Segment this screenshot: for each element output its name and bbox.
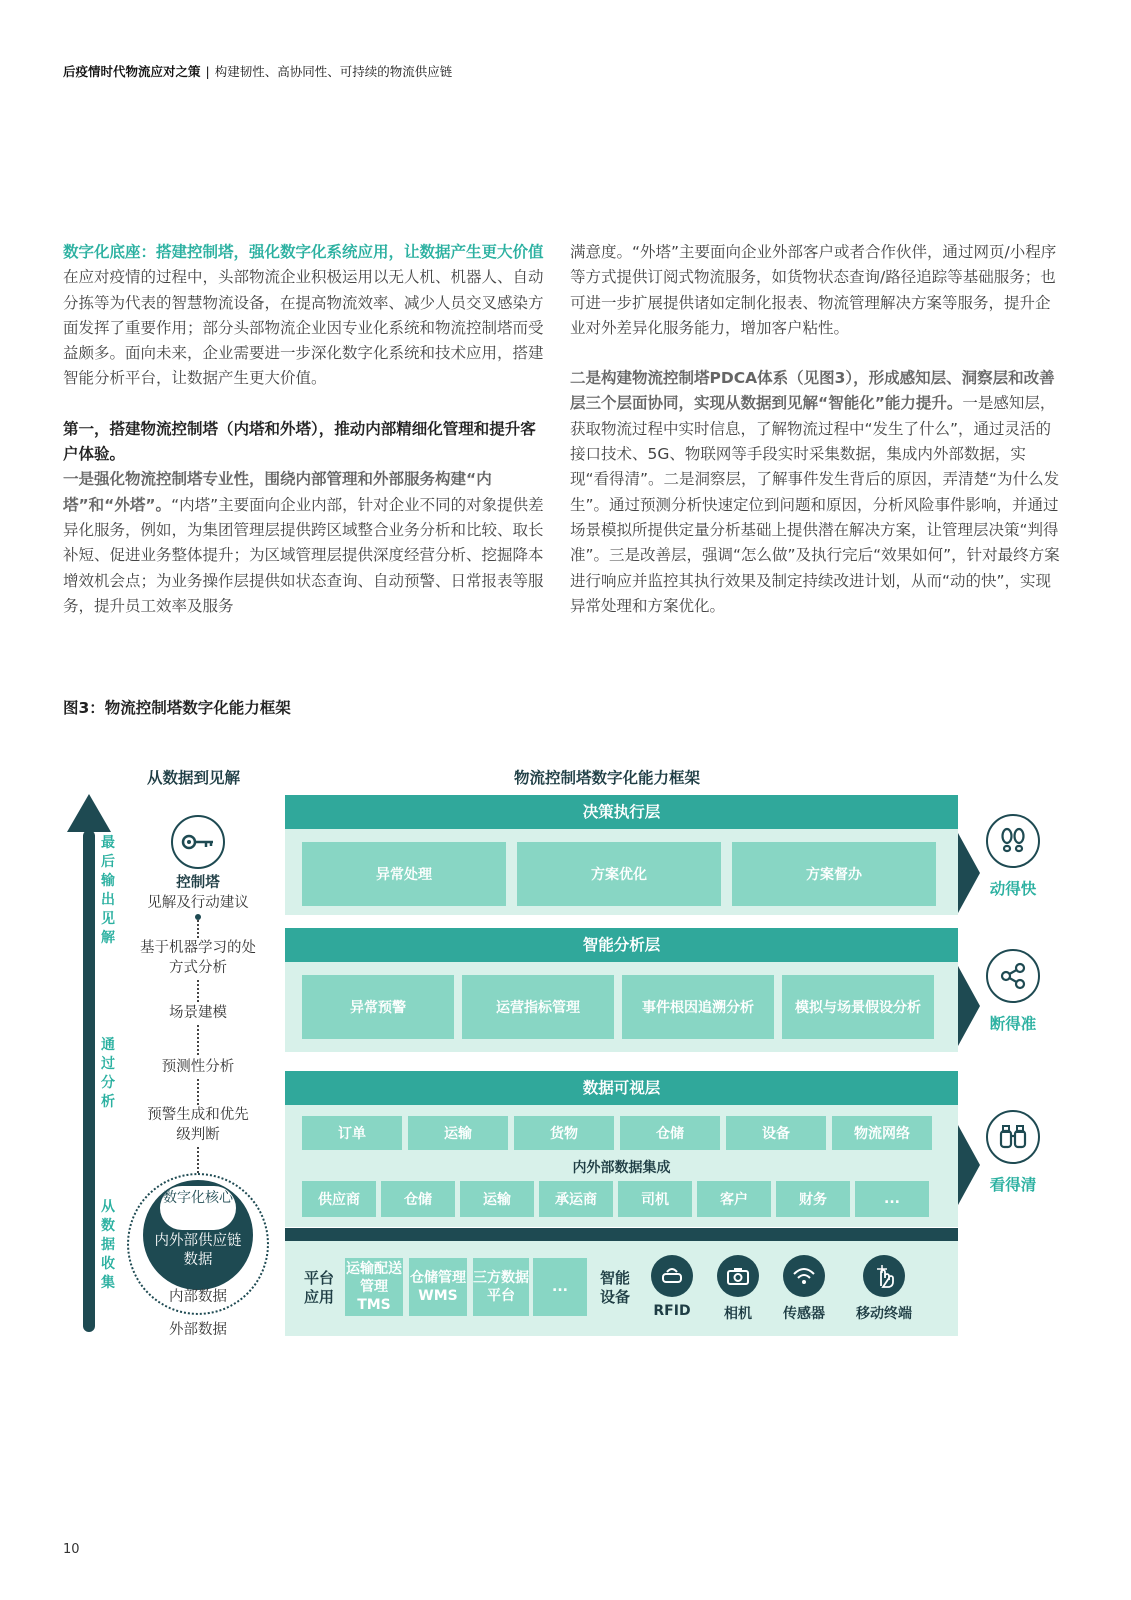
- right-para-2-text: 一是感知层，获取物流过程中实时信息，了解物流过程中“发生了什么”，通过灵活的接口技术、5G、物联网等手段实时采集数据，集成内外部数据，实现“看得清”。二是洞察层，了解事件发生背后的原因，弄清楚“为什么发生”。通过预测分析快速定位到问题和原因，分析风险事件影响，并通过场景模拟所提供定量分析基础上提供潜在解决方案，让管理层决策“判得准”。三是改善层，强调“怎么做”及执行完后“效果如何”，针对最终方案进行响应并监控其执行效果及制定持续改进计划，从而“动的快”，实现异常处理和方案优化。: [570, 394, 1060, 615]
- external-data-label: 外部数据: [169, 1322, 227, 1338]
- camera-icon: [717, 1255, 759, 1297]
- device-rfid: RFID: [653, 1303, 691, 1319]
- page-number: 10: [63, 1542, 80, 1557]
- box-plan-optimization: 方案优化: [517, 842, 721, 906]
- running-header: [63, 62, 452, 80]
- step-predictive: 预测性分析: [161, 1059, 235, 1075]
- left-sub-bold: 一是强化物流控制塔专业性，围绕内部管理和外部服务构建“内塔”和“外塔”。: [63, 470, 492, 514]
- figure-caption: 图3：物流控制塔数字化能力框架: [63, 699, 291, 717]
- left-para-2-text: “内塔”主要面向企业内部，针对企业不同的对象提供差异化服务，例如，为集团管理层提供跨区域整合业务分析和比较、取长补短、促进业务整体提升；为区域管理层提供深度经营分析、挖掘降本增效机会点；为业务操作层提供如状态查询、自动预警、日常报表等服务，提升员工效率及服务: [63, 495, 544, 615]
- tower-title: 控制塔: [176, 875, 220, 891]
- box-transport-2: 运输: [460, 1181, 534, 1217]
- layer-decision-title: 决策执行层: [285, 795, 958, 829]
- divider-bar: [285, 1228, 958, 1241]
- header-separator: |: [205, 64, 210, 79]
- box-customer: 客户: [697, 1181, 771, 1217]
- mobile-terminal-icon: [863, 1255, 905, 1297]
- platform-label: 平台应用: [303, 1269, 334, 1306]
- subheading-first: 第一，搭建物流控制塔（内塔和外塔），推动内部精细化管理和提升客户体验。: [63, 419, 536, 464]
- box-driver: 司机: [618, 1181, 692, 1217]
- box-transport: 运输: [408, 1116, 508, 1150]
- box-tms: 运输配送管理TMS: [345, 1258, 403, 1316]
- device-label: 智能设备: [599, 1269, 630, 1306]
- box-platform-more: ...: [533, 1258, 587, 1316]
- box-root-cause: 事件根因追溯分析: [622, 975, 774, 1039]
- axis-label-collection: 从数据收集: [101, 1199, 115, 1291]
- box-exception-handling: 异常处理: [302, 842, 506, 906]
- box-plan-supervision: 方案督办: [732, 842, 936, 906]
- section-heading: 数字化底座：搭建控制塔，强化数字化系统应用，让数据产生更大价值: [63, 243, 544, 261]
- step-scenario: 场景建模: [169, 1005, 227, 1021]
- device-camera: 相机: [724, 1306, 752, 1322]
- layer-analysis: [285, 928, 958, 1052]
- box-order: 订单: [302, 1116, 402, 1150]
- header-subtitle: 构建韧性、高协同性、可持续的物流供应链: [214, 64, 453, 79]
- left-para-1: 在应对疫情的过程中，头部物流企业积极运用以无人机、机器人、自动分拣等为代表的智慧物流设备，在提高物流效率、减少人员交叉感染方面发挥了重要作用；部分头部物流企业因专业化系统和物流控制塔而受益颇多。面向未来，企业需要进一步深化数字化系统和技术应用，搭建智能分析平台，让数据产生更大价值。: [63, 268, 544, 388]
- box-goods: 货物: [514, 1116, 614, 1150]
- device-sensor: 传感器: [783, 1306, 825, 1322]
- sensor-icon: [783, 1255, 825, 1297]
- footprints-icon: [986, 814, 1040, 868]
- outcome-see-clearly: 看得清: [989, 1176, 1037, 1194]
- box-warehouse: 仓储: [620, 1116, 720, 1150]
- box-scenario-simulation: 模拟与场景假设分析: [782, 975, 934, 1039]
- key-icon: [171, 815, 225, 869]
- box-equipment: 设备: [726, 1116, 826, 1150]
- box-finance: 财务: [776, 1181, 850, 1217]
- outcome-act-fast: 动得快: [989, 880, 1037, 898]
- chevron-right-icon: [958, 833, 980, 913]
- share-icon: [986, 949, 1040, 1003]
- step-alert: 预警生成和优先级判断: [147, 1107, 249, 1143]
- left-title: 从数据到见解: [147, 769, 241, 787]
- binoculars-icon: [986, 1110, 1040, 1164]
- right-column: [570, 240, 1060, 619]
- box-more: ...: [855, 1181, 929, 1217]
- box-carrier: 承运商: [539, 1181, 613, 1217]
- step-prescriptive: 基于机器学习的处方式分析: [140, 940, 256, 976]
- left-para-2: [63, 467, 548, 619]
- device-mobile: 移动终端: [856, 1306, 912, 1322]
- box-exception-alert: 异常预警: [302, 975, 454, 1039]
- tower-subtitle: 见解及行动建议: [147, 895, 249, 911]
- layer-visibility-title: 数据可视层: [285, 1071, 958, 1105]
- right-sub-bold: 二是构建物流控制塔PDCA体系（见图3），形成感知层、洞察层和改善层三个层面协同，实现从数据到见解“智能化”能力提升。: [570, 369, 1055, 413]
- chevron-right-icon: [958, 966, 980, 1046]
- box-third-party: 三方数据平台: [473, 1258, 529, 1316]
- box-supplier: 供应商: [302, 1181, 376, 1217]
- box-logistics-network: 物流网络: [832, 1116, 932, 1150]
- platform-layer: [285, 1241, 958, 1336]
- outcome-judge-accurately: 断得准: [989, 1015, 1037, 1033]
- core-data-label: 内外部供应链数据: [154, 1233, 242, 1268]
- rfid-icon: [651, 1255, 693, 1297]
- axis-label-analysis: 通过分析: [101, 1037, 115, 1110]
- box-kpi-management: 运营指标管理: [462, 975, 614, 1039]
- box-wms: 仓储管理WMS: [409, 1258, 467, 1316]
- layer-decision: [285, 795, 958, 915]
- layer-analysis-title: 智能分析层: [285, 928, 958, 962]
- layer-visibility: [285, 1071, 958, 1227]
- axis-label-output: 最后输出见解: [101, 835, 115, 946]
- header-title: 后疫情时代物流应对之策: [63, 64, 201, 79]
- right-para-2: [570, 366, 1060, 619]
- box-warehouse-2: 仓储: [381, 1181, 455, 1217]
- core-label: 数字化核心: [160, 1186, 236, 1230]
- left-column: [63, 240, 548, 619]
- integration-label: 内外部数据集成: [572, 1160, 671, 1176]
- right-para-1: 满意度。“外塔”主要面向企业外部客户或者合作伙伴，通过网页/小程序等方式提供订阅式物流服务，如货物状态查询/路径追踪等基础服务；也可进一步扩展提供诸如定制化报表、物流管理解决方案等服务，提升企业对外差异化服务能力，增加客户粘性。: [570, 243, 1057, 337]
- internal-data-label: 内部数据: [169, 1289, 227, 1305]
- framework-title: 物流控制塔数字化能力框架: [514, 769, 701, 787]
